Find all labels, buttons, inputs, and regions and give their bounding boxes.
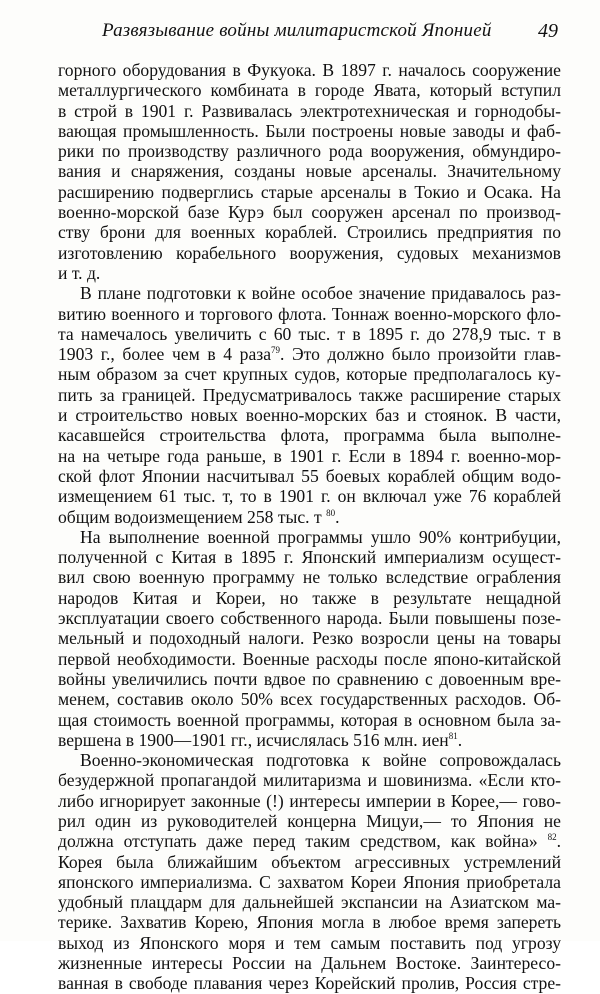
text-line: изготовлению корабельного вооружения, судовых механизмов (58, 242, 561, 263)
text-line: жизненные интересы России на Дальнем Востоке. Заинтересо- (58, 953, 561, 974)
text-line: и т. д. (58, 262, 101, 283)
text-line: витию военного и торгового флота. Тоннаж военно-морского фло- (58, 303, 561, 324)
text-line: первой необходимости. Военные расходы после японо-китайской (58, 648, 561, 669)
text-line: и строительство новых военно-морских баз и стоянок. В части, (58, 405, 561, 426)
text-line-end: . Это должно было произойти глав- (280, 344, 561, 365)
text-line: терике. Захватив Корею, Япония могла в любое время запереть (58, 912, 561, 933)
text-line: Военно-экономическая подготовка к войне сопровождалась (80, 750, 561, 771)
text-line: та намечалось увеличить с 60 тыс. т в 1895 г. до 278,9 тыс. т в (58, 323, 561, 344)
text-line: металлургического комбината в городе Явата, который вступил (58, 80, 561, 101)
text-line (58, 344, 561, 364)
text-line: щая стоимость военной программы, которая в основном была за- (58, 709, 561, 730)
text-line: рил один из руководителей концерна Мицуи,— то Япония не (58, 810, 561, 831)
text-line: в строй в 1901 г. Развивалась электротехническая и горнодобы- (58, 100, 561, 121)
text-line: полученной с Китая в 1895 г. Японский империализм осущест- (58, 547, 561, 568)
text-line: горного оборудования в Фукуока. В 1897 г. началось сооружение (58, 60, 561, 80)
text-line: В плане подготовки к войне особое значение придавалось раз- (80, 283, 561, 304)
text-line: выход из Японского моря и тем самым поставить под угрозу (58, 932, 561, 953)
body-text (58, 60, 561, 994)
text-line: На выполнение военной программы ушло 90% контрибуции, (80, 526, 561, 547)
text-line: ным образом за счет крупных судов, которые предполагалось ку- (58, 364, 561, 385)
running-header (58, 20, 558, 46)
paragraph-industry (58, 60, 561, 283)
text-line: пить за границей. Предусматривалось также расширение старых (58, 384, 561, 405)
text-line-end: . (556, 831, 561, 852)
text-line: безудержной пропагандой милитаризма и шовинизма. «Если кто- (58, 770, 561, 791)
text-line: касавшейся строительства флота, программа была выполне- (58, 425, 561, 446)
text-line: Корея была ближайшим объектом агрессивных устремлений (58, 851, 561, 872)
text-line: вающая промышленность. Были построены новые заводы и фаб- (58, 120, 561, 141)
text-line: мельный и подоходный налоги. Резко возросли цены на товары (58, 628, 561, 649)
paragraph-fleet (58, 283, 561, 527)
text-line: японского империализма. С захватом Кореи Япония приобретала (58, 871, 561, 892)
paragraph-program (58, 527, 561, 750)
text-line-end: . (457, 729, 463, 750)
text-line: удобный плацдарм для дальнейшей экспансии на Азиатском ма- (58, 892, 561, 913)
text-line (58, 730, 561, 750)
page-number: 49 (538, 20, 558, 42)
text-line: войны увеличились почти вдвое по сравнению с довоенным вре- (58, 668, 561, 689)
text-line: либо игнорирует законные (!) интересы империи в Корее,— гово- (58, 790, 561, 811)
text-line-start: общим водоизмещением 258 тыс. т (58, 506, 322, 527)
text-line: расширению подверглись старые арсеналы в Токио и Осака. На (58, 181, 561, 202)
text-line: на на четыре года раньше, в 1901 г. Если в 1894 г. военно-мор- (58, 445, 561, 466)
text-line: ванная в свободе плавания через Корейский пролив, Россия стре- (58, 973, 561, 994)
text-line (58, 507, 561, 527)
text-line: менем, составив около 50% всех государственных расходов. Об- (58, 689, 561, 710)
footnote-ref[interactable]: 82 (547, 832, 557, 843)
text-line-start: 1903 г., более чем в 4 раза (58, 344, 272, 365)
text-line-start: вершена в 1900—1901 гг., исчислялась 516 млн. иен (58, 729, 449, 750)
text-line: народов Китая и Кореи, но также в результате нещадной (58, 587, 561, 608)
running-title: Развязывание войны милитаристской Японией (102, 20, 492, 41)
text-line-start: должна отступать даже перед таким средством, как война» (58, 831, 538, 852)
text-line: измещением 61 тыс. т, то в 1901 г. он включал уже 76 кораблей (58, 486, 561, 507)
text-line: вил свою военную программу не только вследствие ограбления (58, 567, 561, 588)
text-line: рики по производству различного рода вооружения, обмундиро- (58, 141, 561, 162)
footnote-ref[interactable]: 79 (271, 345, 281, 356)
paragraph-korea (58, 750, 561, 994)
text-line: эксплуатации своего собственного народа. Были повышены позе- (58, 608, 561, 629)
text-line: ству брони для военных кораблей. Строились предприятия по (58, 222, 561, 243)
text-line: ской флот Японии насчитывал 55 боевых кораблей общим водо- (58, 465, 561, 486)
text-line (58, 831, 561, 851)
text-line-end: . (335, 506, 340, 527)
footnote-ref[interactable]: 80 (326, 507, 336, 518)
text-line: военно-морской базе Курэ был сооружен арсенал по производ- (58, 202, 561, 223)
text-line: вания и снаряжения, созданы новые арсеналы. Значительному (58, 161, 561, 182)
footnote-ref[interactable]: 81 (448, 730, 458, 741)
